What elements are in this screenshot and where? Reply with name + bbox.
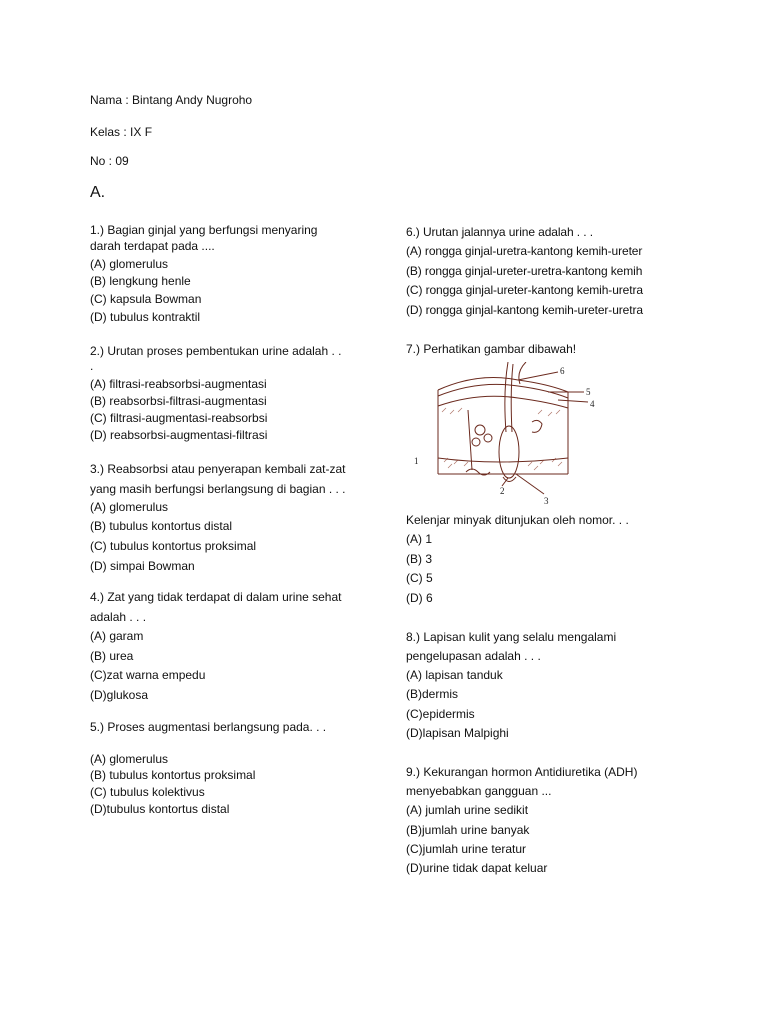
q9-option-d: (D)urine tidak dapat keluar [406,861,548,875]
q6-option-a: (A) rongga ginjal-uretra-kantong kemih-ureter [406,244,643,258]
q6-option-d: (D) rongga ginjal-kantong kemih-ureter-uretra [406,303,643,317]
q1-option-a: (A) glomerulus [90,257,169,271]
q8-option-a: (A) lapisan tanduk [406,668,503,682]
q6-option-b: (B) rongga ginjal-ureter-uretra-kantong kemih [406,264,643,278]
q8-option-d: (D)lapisan Malpighi [406,726,509,740]
q1-text-line-2: darah terdapat pada .... [90,239,215,253]
figure-label-5: 5 [586,387,591,397]
sebaceous-gland-2 [484,434,492,442]
q6-text-line-1: 6.) Urutan jalannya urine adalah . . . [406,225,593,239]
q9-option-b: (B)jumlah urine banyak [406,823,530,837]
q5-option-b: (B) tubulus kontortus proksimal [90,768,256,782]
q3-option-d: (D) simpai Bowman [90,559,195,573]
q4-option-a: (A) garam [90,629,144,643]
q4-text-line-1: 4.) Zat yang tidak terdapat di dalam urine sehat [90,590,342,604]
q8-text-line-1: 8.) Lapisan kulit yang selalu mengalami [406,630,617,644]
skin-diagram-svg [408,362,608,510]
q5-option-c: (C) tubulus kolektivus [90,785,205,799]
figure-label-1: 1 [414,456,419,466]
skin-cross-section-figure [408,362,608,510]
dermis-border-line [438,396,568,408]
hair-follicle [499,426,519,478]
q5-option-d: (D)tubulus kontortus distal [90,802,230,816]
q3-text-line-1: 3.) Reabsorbsi atau penyerapan kembali zat-zat [90,462,346,476]
q3-option-a: (A) glomerulus [90,500,169,514]
q9-text-line-1: 9.) Kekurangan hormon Antidiuretika (ADH) [406,765,638,779]
q3-option-b: (B) tubulus kontortus distal [90,519,233,533]
q8-option-c: (C)epidermis [406,707,475,721]
q8-option-b: (B)dermis [406,687,459,701]
q4-option-c: (C)zat warna empedu [90,668,206,682]
q9-text-line-2: menyebabkan gangguan ... [406,784,552,798]
q5-option-a: (A) glomerulus [90,752,169,766]
q2-option-b: (B) reabsorbsi-filtrasi-augmentasi [90,394,267,408]
q1-option-b: (B) lengkung henle [90,274,191,288]
q8-text-line-2: pengelupasan adalah . . . [406,649,541,663]
leader-4 [558,400,588,402]
q7-text-line-1: 7.) Perhatikan gambar dibawah! [406,342,577,356]
q1-option-d: (D) tubulus kontraktil [90,310,201,324]
hair-shaft-2 [511,364,513,432]
figure-label-3: 3 [544,496,549,506]
student-number: No : 09 [90,154,129,168]
q5-text-line-1: 5.) Proses augmentasi berlangsung pada. . . [90,720,327,734]
leader-3 [516,474,544,494]
student-class: Kelas : IX F [90,125,153,139]
q7-option-d: (D) 6 [406,591,433,605]
q2-option-a: (A) filtrasi-reabsorbsi-augmentasi [90,377,267,391]
q2-option-c: (C) filtrasi-augmentasi-reabsorbsi [90,411,268,425]
q7-option-c: (C) 5 [406,571,433,585]
q3-text-line-2: yang masih berfungsi berlangsung di bagian . . . [90,482,346,496]
q7-text-line-2: Kelenjar minyak ditunjukan oleh nomor. . . [406,513,629,527]
figure-label-2: 2 [500,486,505,496]
sebaceous-gland [475,425,485,435]
q2-option-d: (D) reabsorbsi-augmentasi-filtrasi [90,428,268,442]
q2-text-line-1: 2.) Urutan proses pembentukan urine adalah . . [90,344,342,358]
figure-label-4: 4 [590,399,595,409]
leader-6 [518,372,558,380]
q9-option-a: (A) jumlah urine sedikit [406,803,529,817]
q1-option-c: (C) kapsula Bowman [90,292,202,306]
student-name: Nama : Bintang Andy Nugroho [90,93,253,107]
section-title: A. [90,184,106,201]
q7-option-b: (B) 3 [406,552,433,566]
q4-text-line-2: adalah . . . [90,610,147,624]
figure-label-6: 6 [560,366,565,376]
subcutis-line [438,458,568,462]
q1-text-line-1: 1.) Bagian ginjal yang berfungsi menyaring [90,223,318,237]
q2-text-line-2: . [90,359,94,373]
q9-option-c: (C)jumlah urine teratur [406,842,527,856]
q3-option-c: (C) tubulus kontortus proksimal [90,539,257,553]
right-gland [532,420,542,432]
gland-3 [472,438,480,446]
q4-option-d: (D)glukosa [90,688,149,702]
q4-option-b: (B) urea [90,649,134,663]
q6-option-c: (C) rongga ginjal-ureter-kantong kemih-uretra [406,283,643,297]
q7-option-a: (A) 1 [406,532,433,546]
